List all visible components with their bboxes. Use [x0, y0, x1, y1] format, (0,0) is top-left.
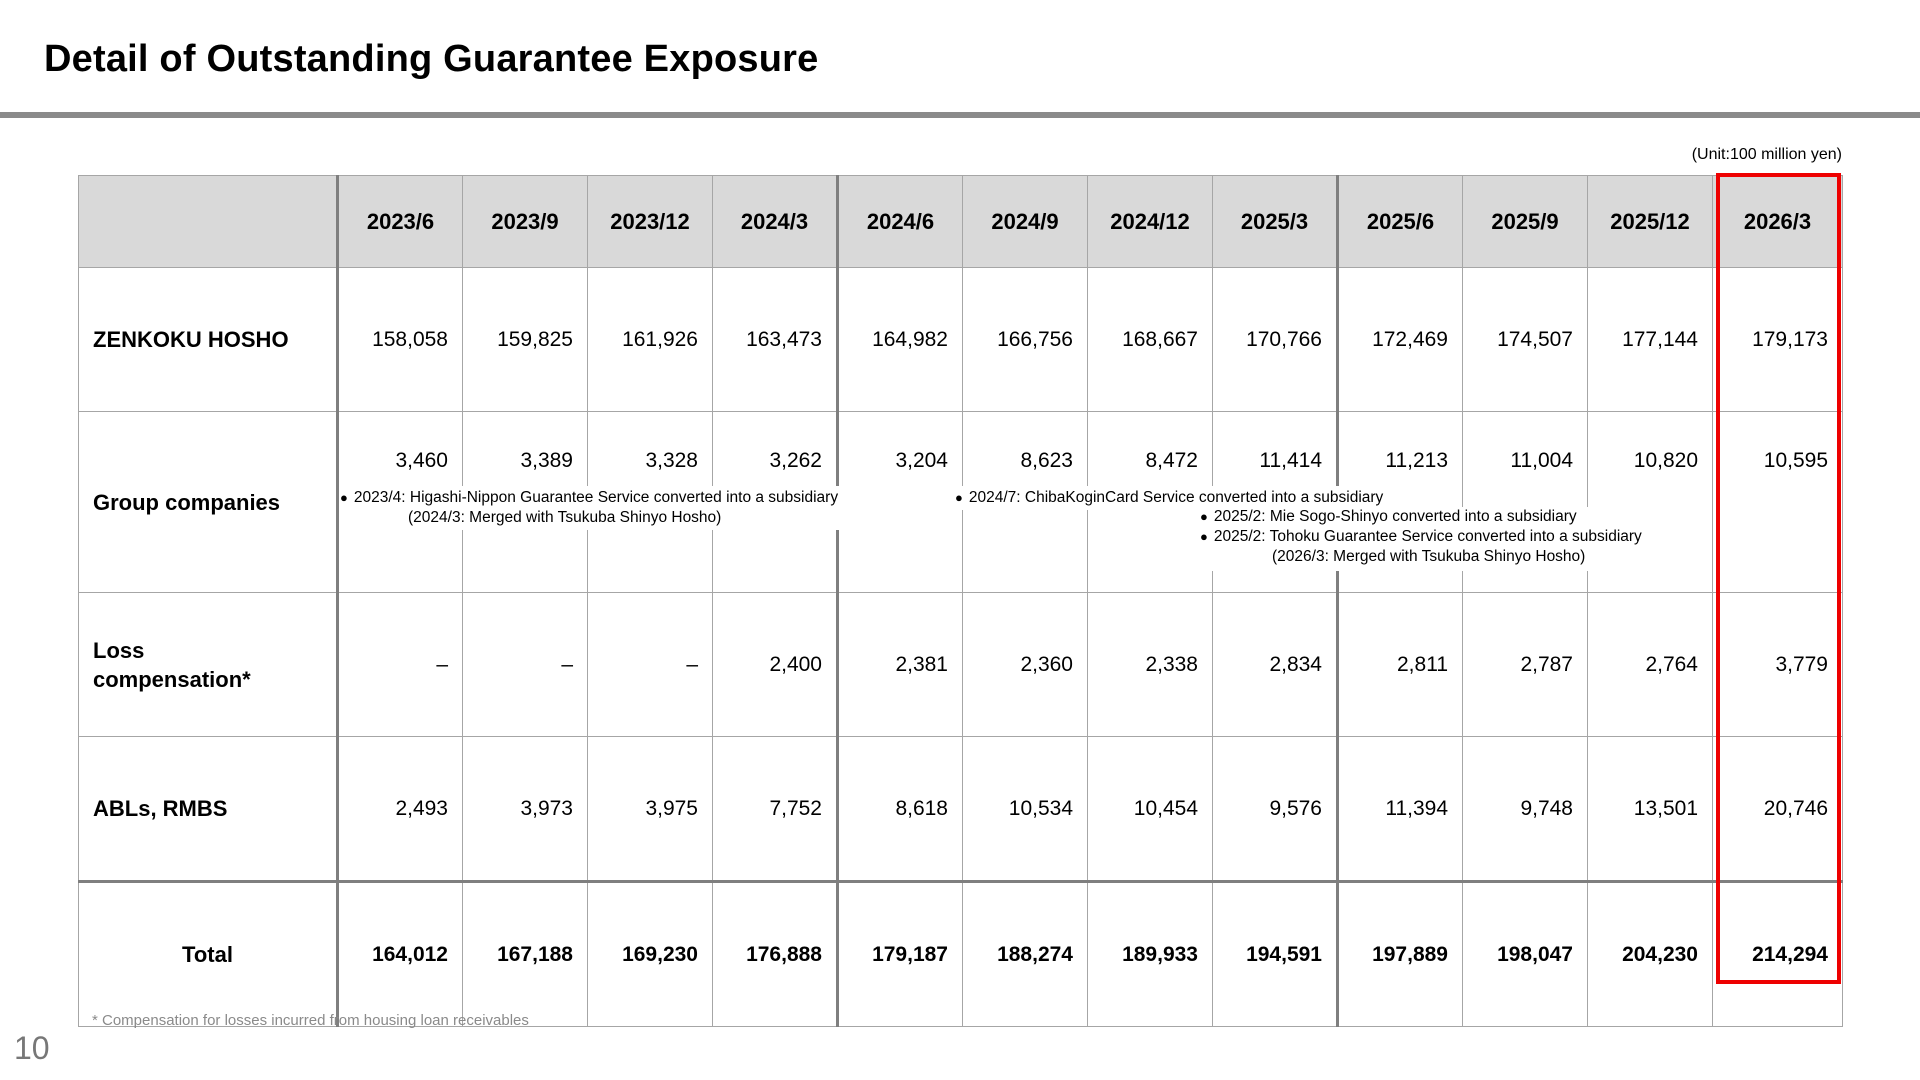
- table-cell: 2,381: [838, 593, 963, 737]
- table-cell: 163,473: [713, 268, 838, 412]
- table-cell: 2,764: [1588, 593, 1713, 737]
- table-cell: 11,414: [1213, 412, 1338, 593]
- column-header: 2025/12: [1588, 176, 1713, 268]
- header-corner: [79, 176, 338, 268]
- table-cell: 2,811: [1338, 593, 1463, 737]
- row-label-text: Loss compensation*: [93, 637, 251, 692]
- total-cell: 198,047: [1463, 882, 1588, 1027]
- table-cell: 8,618: [838, 737, 963, 882]
- note-text: 2025/2: Tohoku Guarantee Service converted into a subsidiary: [1213, 528, 1642, 545]
- table-cell: 2,338: [1088, 593, 1213, 737]
- table-cell: 166,756: [963, 268, 1088, 412]
- note-text: 2025/2: Mie Sogo-Shinyo converted into a subsidiary: [1213, 508, 1577, 525]
- title-divider: [0, 112, 1920, 118]
- column-header: 2025/3: [1213, 176, 1338, 268]
- table-cell: 9,748: [1463, 737, 1588, 882]
- total-cell: 214,294: [1713, 882, 1843, 1027]
- unit-label: (Unit:100 million yen): [1691, 146, 1842, 163]
- table-cell: –: [463, 593, 588, 737]
- table-cell: 174,507: [1463, 268, 1588, 412]
- note-subtext: (2026/3: Merged with Tsukuba Shinyo Hosho): [1272, 548, 1586, 565]
- table-cell: 3,973: [463, 737, 588, 882]
- row-label: Group companies: [79, 412, 338, 593]
- total-cell: 204,230: [1588, 882, 1713, 1027]
- table-row: [79, 737, 1843, 882]
- table-cell: 10,820: [1588, 412, 1713, 593]
- bullet-icon: ●: [1200, 529, 1208, 544]
- table-cell: 3,975: [588, 737, 713, 882]
- total-row: [79, 882, 1843, 1027]
- table-cell: 8,623: [963, 412, 1088, 593]
- table-cell: 11,394: [1338, 737, 1463, 882]
- table-cell: –: [588, 593, 713, 737]
- table-cell: 8,472: [1088, 412, 1213, 593]
- total-cell: 169,230: [588, 882, 713, 1027]
- row-label: ABLs, RMBS: [79, 737, 338, 882]
- table-cell: 159,825: [463, 268, 588, 412]
- total-cell: 194,591: [1213, 882, 1338, 1027]
- table-cell: 10,595: [1713, 412, 1843, 593]
- table-cell: 3,204: [838, 412, 963, 593]
- table-cell: 2,400: [713, 593, 838, 737]
- row-label: ZENKOKU HOSHO: [79, 268, 338, 412]
- highlight-frame-2026-3: [1716, 173, 1841, 984]
- column-header: 2026/3: [1713, 176, 1843, 268]
- table-cell: 11,004: [1463, 412, 1588, 593]
- row-label: [79, 593, 338, 737]
- bullet-icon: ●: [340, 490, 348, 505]
- table-cell: 161,926: [588, 268, 713, 412]
- table-cell: 3,460: [338, 412, 463, 593]
- footnote: * Compensation for losses incurred from housing loan receivables: [92, 1012, 529, 1029]
- total-cell: 164,012: [338, 882, 463, 1027]
- table-cell: 179,173: [1713, 268, 1843, 412]
- table-cell: 158,058: [338, 268, 463, 412]
- note-text: 2024/7: ChibaKoginCard Service converted into a subsidiary: [968, 489, 1384, 506]
- note-text: 2023/4: Higashi-Nippon Guarantee Service converted into a subsidiary: [353, 489, 839, 506]
- total-cell: 179,187: [838, 882, 963, 1027]
- column-header: 2024/6: [838, 176, 963, 268]
- column-header: 2024/3: [713, 176, 838, 268]
- table-row: [79, 593, 1843, 737]
- column-header: 2025/9: [1463, 176, 1588, 268]
- table-cell: 9,576: [1213, 737, 1338, 882]
- table-cell: 3,328: [588, 412, 713, 593]
- total-cell: 176,888: [713, 882, 838, 1027]
- page-title: Detail of Outstanding Guarantee Exposure: [44, 38, 819, 80]
- column-header: 2023/6: [338, 176, 463, 268]
- table-header-row: [79, 176, 1843, 268]
- column-header: 2023/9: [463, 176, 588, 268]
- total-cell: 167,188: [463, 882, 588, 1027]
- table-cell: 170,766: [1213, 268, 1338, 412]
- note-higashi-nippon: [340, 486, 840, 530]
- table-cell: 13,501: [1588, 737, 1713, 882]
- bullet-icon: ●: [955, 490, 963, 505]
- total-cell: 188,274: [963, 882, 1088, 1027]
- table-cell: 2,787: [1463, 593, 1588, 737]
- table-row: [79, 268, 1843, 412]
- table-cell: 164,982: [838, 268, 963, 412]
- table-cell: 177,144: [1588, 268, 1713, 412]
- total-cell: 189,933: [1088, 882, 1213, 1027]
- table-cell: 10,454: [1088, 737, 1213, 882]
- table-cell: 3,262: [713, 412, 838, 593]
- page-number: 10: [14, 1030, 50, 1066]
- note-subtext: (2024/3: Merged with Tsukuba Shinyo Hosho): [408, 509, 722, 526]
- table-cell: 10,534: [963, 737, 1088, 882]
- exposure-table: [78, 175, 1843, 1027]
- table-cell: 3,779: [1713, 593, 1843, 737]
- column-header: 2023/12: [588, 176, 713, 268]
- bullet-icon: ●: [1200, 509, 1208, 524]
- table-cell: 11,213: [1338, 412, 1463, 593]
- table-cell: 20,746: [1713, 737, 1843, 882]
- row-label: Total: [79, 882, 338, 1027]
- table-cell: 2,493: [338, 737, 463, 882]
- table-cell: 7,752: [713, 737, 838, 882]
- table-cell: 168,667: [1088, 268, 1213, 412]
- table-cell: 3,389: [463, 412, 588, 593]
- note-mie-tohoku: [1200, 507, 1682, 571]
- table-cell: 2,834: [1213, 593, 1338, 737]
- table-cell: 2,360: [963, 593, 1088, 737]
- column-header: 2024/12: [1088, 176, 1213, 268]
- table-cell: 172,469: [1338, 268, 1463, 412]
- table-cell: –: [338, 593, 463, 737]
- column-header: 2024/9: [963, 176, 1088, 268]
- total-cell: 197,889: [1338, 882, 1463, 1027]
- column-header: 2025/6: [1338, 176, 1463, 268]
